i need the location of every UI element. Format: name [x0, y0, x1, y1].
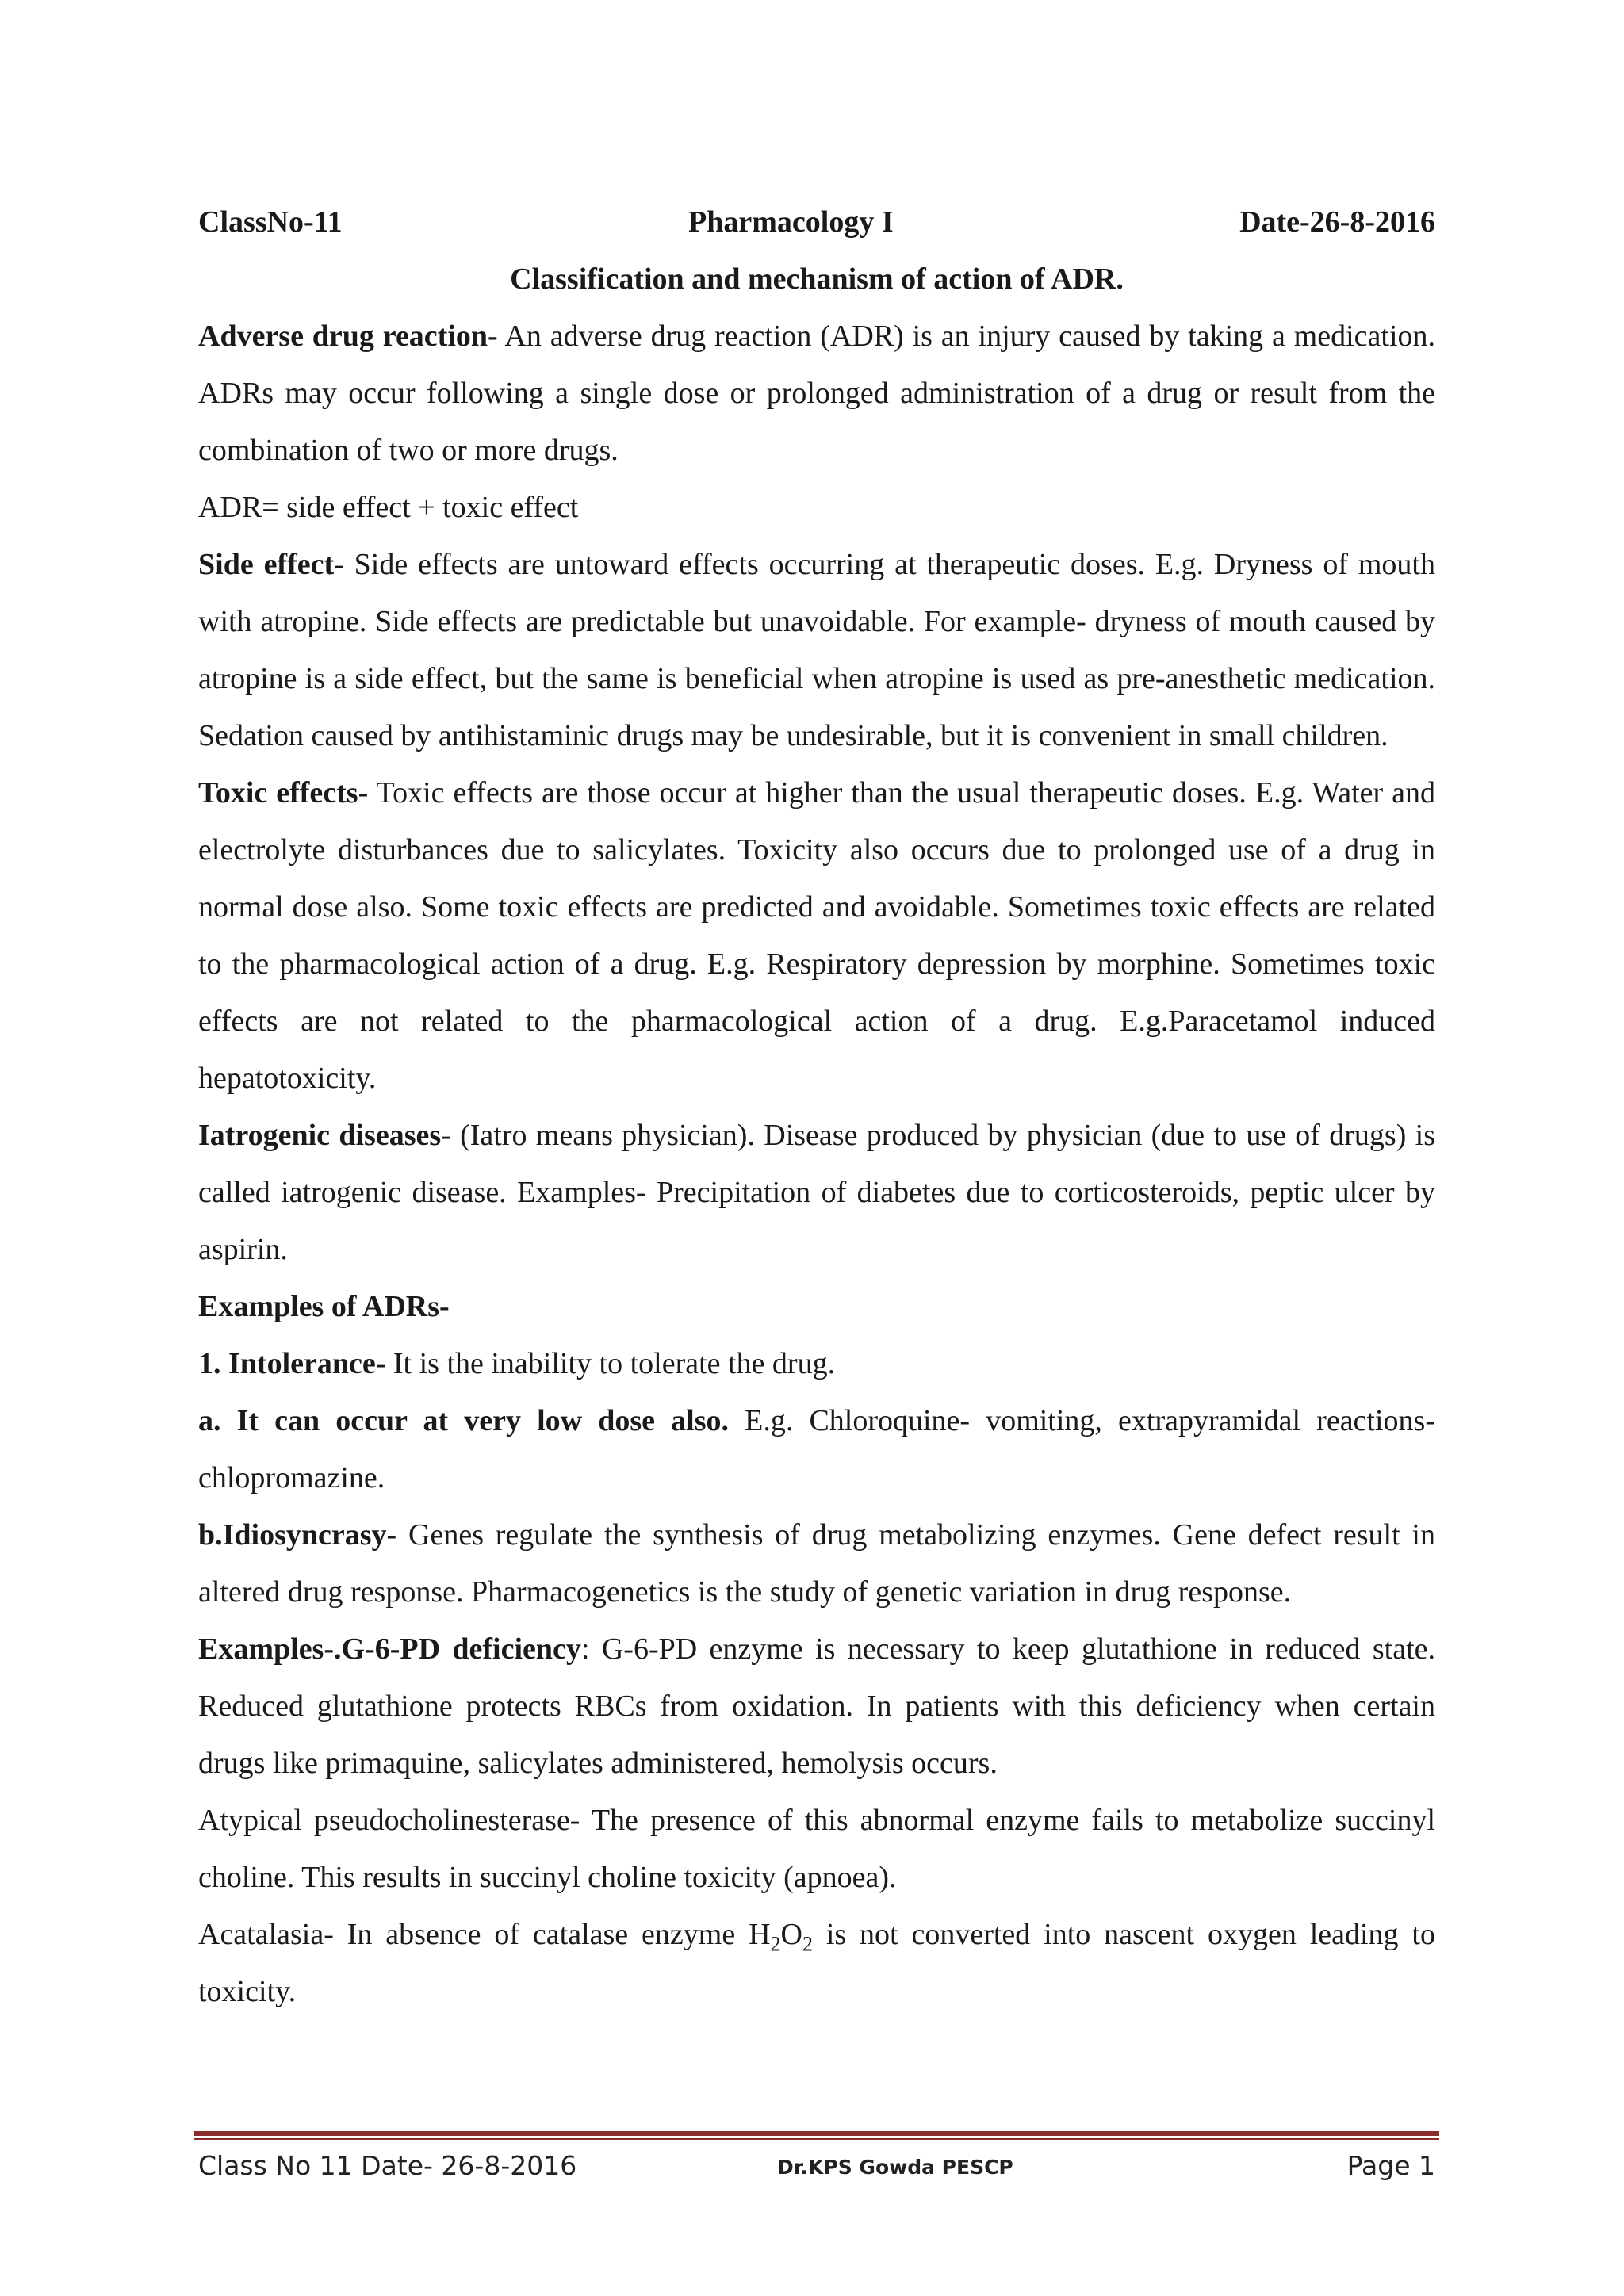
term-toxic-effects: Toxic effects	[198, 776, 358, 809]
paragraph-iatrogenic	[198, 1107, 1435, 1278]
term-g6pd: Examples-.G-6-PD deficiency	[198, 1632, 581, 1666]
term-side-effect: Side effect	[198, 548, 335, 581]
text-adr: An adverse drug reaction (ADR) is an injury caused by taking a medication. ADRs may occur following a single dose or prolonged administration of a drug or result from the combination of two or more drugs.	[198, 320, 1436, 467]
class-number: ClassNo-11	[198, 205, 343, 239]
paragraph-side-effect	[198, 536, 1435, 764]
document-body	[198, 193, 1435, 2020]
text-side-effect: - Side effects are untoward effects occurring at therapeutic doses. E.g. Dryness of mouth with atropine. Side effects are predictable but unavoidable. For example- dryness of mouth caused by atropine is a side effect, but the same is beneficial when atropine is used as pre-anesthetic medication. Sedation caused by antihistaminic drugs may be undesirable, but it is convenient in small children.	[198, 548, 1435, 752]
footer-class-date: Class No 11 Date- 26-8-2016	[198, 2150, 577, 2181]
footer-divider-thin	[194, 2138, 1439, 2140]
footer-divider	[194, 2131, 1439, 2136]
paragraph-g6pd	[198, 1621, 1435, 1792]
subject-title: Pharmacology I	[688, 205, 894, 239]
term-iatrogenic: Iatrogenic diseases	[198, 1119, 442, 1152]
paragraph-low-dose	[198, 1392, 1435, 1506]
class-date: Date-26-8-2016	[1239, 205, 1435, 239]
paragraph-intolerance	[198, 1335, 1435, 1392]
paragraph-toxic-effects	[198, 764, 1435, 1107]
paragraph-formula: ADR= side effect + toxic effect	[198, 491, 579, 524]
paragraph-idiosyncrasy	[198, 1506, 1435, 1621]
page-footer	[198, 2144, 1435, 2188]
paragraph-acatalasia: Acatalasia- In absence of catalase enzyme $H_2O_2$ is not converted into nascent oxygen leading to toxicity.	[198, 1918, 1435, 2008]
paragraph-adr	[198, 308, 1435, 479]
text-idiosyncrasy: Genes regulate the synthesis of drug metabolizing enzymes. Gene defect result in altered drug response. Pharmacogenetics is the study of genetic variation in drug response.	[198, 1518, 1435, 1609]
term-low-dose: a. It can occur at very low dose also.	[198, 1404, 729, 1437]
text-intolerance: - It is the inability to tolerate the drug.	[375, 1347, 836, 1380]
text-iatrogenic: - (Iatro means physician). Disease produced by physician (due to use of drugs) is called iatrogenic disease. Examples- Precipitation of diabetes due to corticosteroids, peptic ulcer by aspirin.	[198, 1119, 1435, 1266]
footer-author: Dr.KPS Gowda PESCP	[777, 2156, 1013, 2179]
term-adr: Adverse drug reaction-	[198, 320, 498, 353]
term-idiosyncrasy: b.Idiosyncrasy-	[198, 1518, 397, 1552]
footer-page-number: Page 1	[1346, 2150, 1435, 2181]
text-g6pd: : G-6-PD enzyme is necessary to keep glutathione in reduced state. Reduced glutathione protects RBCs from oxidation. In patients with this deficiency when certain drugs like primaquine, salicylates administered, hemolysis occurs.	[198, 1632, 1435, 1780]
examples-heading: Examples of ADRs-	[198, 1290, 450, 1323]
header-row	[198, 193, 1435, 251]
paragraph-pseudocholinesterase: Atypical pseudocholinesterase- The presence of this abnormal enzyme fails to metabolize succinyl choline. This results in succinyl choline toxicity (apnoea).	[198, 1804, 1435, 1894]
text-low-dose: E.g. Chloroquine- vomiting, extrapyramidal reactions- chlopromazine.	[198, 1404, 1435, 1494]
term-intolerance: 1. Intolerance	[198, 1347, 376, 1380]
page-title: Classification and mechanism of action of ADR.	[510, 262, 1124, 296]
text-toxic-effects: - Toxic effects are those occur at higher than the usual therapeutic doses. E.g. Water and electrolyte disturbances due to salicylates. Toxicity also occurs due to prolonged use of a drug in normal dose also. Some toxic effects are predicted and avoidable. Sometimes toxic effects are related to the pharmacological action of a drug. E.g. Respiratory depression by morphine. Sometimes toxic effects are not related to the pharmacological action of a drug. E.g.Paracetamol induced hepatotoxicity.	[198, 776, 1435, 1095]
